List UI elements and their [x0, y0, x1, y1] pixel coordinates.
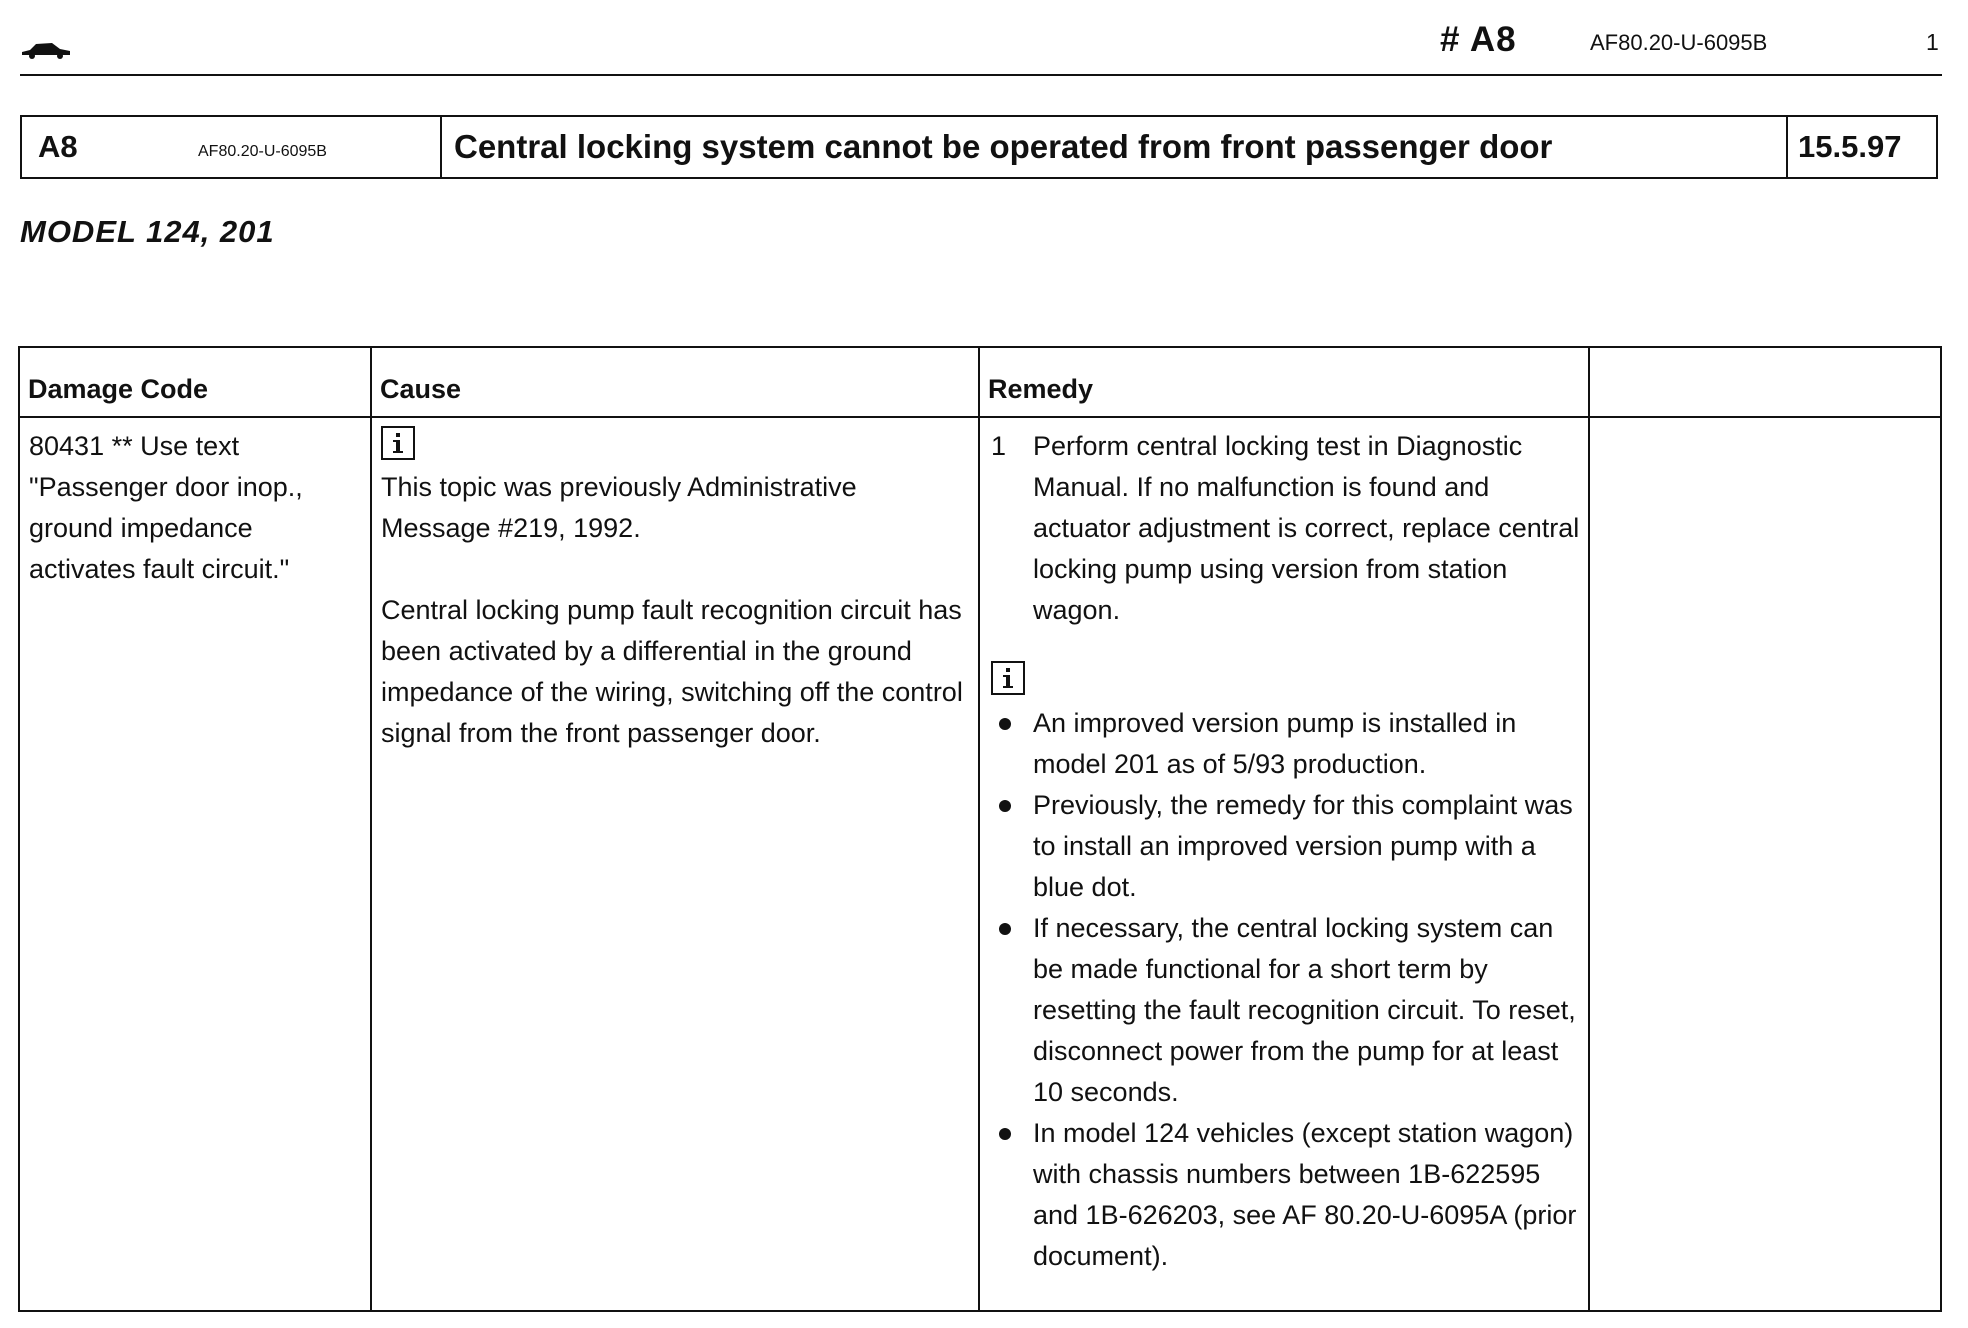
table-row — [19, 417, 1941, 1311]
remedy-bullet — [989, 1113, 1580, 1277]
remedy-bullet — [989, 785, 1580, 908]
title-bar-doc-number: AF80.20-U-6095B — [198, 143, 327, 160]
remedy-bullet — [989, 703, 1580, 785]
damage-code-line: ground impedance — [29, 513, 253, 543]
header-doc-number: AF80.20-U-6095B — [1590, 30, 1768, 55]
damage-table — [18, 346, 1942, 1312]
paragraph-gap — [381, 549, 970, 590]
header-remedy: Remedy — [979, 347, 1589, 417]
remedy-cell — [979, 417, 1589, 1311]
title-bar-date-cell — [1788, 117, 1936, 177]
title-bar-title-cell — [442, 117, 1788, 177]
remedy-bullet-text: Previously, the remedy for this complaint was to install an improved version pump with a blue dot. — [1033, 790, 1573, 902]
model-line: MODEL 124, 201 — [20, 214, 275, 249]
remedy-bullet-text: An improved version pump is installed in model 201 as of 5/93 production. — [1033, 708, 1517, 779]
cause-paragraph: Central locking pump fault recognition circuit has been activated by a differential in the ground impedance of the wiring, switching off the control signal from the front passenger door. — [381, 595, 963, 748]
remedy-bullet — [989, 908, 1580, 1113]
header-divider — [20, 74, 1942, 76]
info-icon — [381, 426, 415, 460]
title-bar — [20, 115, 1938, 179]
damage-code-line: "Passenger door inop., — [29, 472, 303, 502]
page-number: 1 — [1926, 29, 1939, 55]
damage-code-line: activates fault circuit." — [29, 554, 290, 584]
cause-cell — [371, 417, 979, 1311]
remedy-step-text: Perform central locking test in Diagnostic Manual. If no malfunction is found and actuator adjustment is correct, replace central locking pump using version from station wagon. — [1033, 431, 1580, 625]
table-header-row — [19, 347, 1941, 417]
damage-code-line: 80431 ** Use text — [29, 431, 240, 461]
remedy-bullet-text: If necessary, the central locking system can be made functional for a short term by resetting the fault recognition circuit. To reset, disconnect power from the pump for at least 10 seconds. — [1033, 913, 1576, 1107]
bullet-dot-icon — [999, 1128, 1011, 1140]
damage-code-cell — [19, 417, 371, 1311]
document-title: Central locking system cannot be operated from front passenger door — [454, 128, 1553, 165]
title-bar-model-cell — [22, 117, 442, 177]
car-silhouette-icon — [20, 38, 72, 60]
header-extra — [1589, 347, 1941, 417]
title-bar-model: A8 — [38, 129, 78, 164]
bullet-dot-icon — [999, 718, 1011, 730]
remedy-step-number: 1 — [991, 431, 1007, 461]
info-icon — [991, 661, 1025, 695]
remedy-step — [989, 426, 1580, 631]
bullet-dot-icon — [999, 800, 1011, 812]
bullet-dot-icon — [999, 923, 1011, 935]
document-date: 15.5.97 — [1798, 129, 1902, 164]
header-cause: Cause — [371, 347, 979, 417]
remedy-bullet-text: In model 124 vehicles (except station wagon) with chassis numbers between 1B-622595 and 1B-626203, see AF 80.20-U-6095A (prior document). — [1033, 1118, 1577, 1271]
header-model: # A8 — [1440, 20, 1517, 59]
header-damage-code: Damage Code — [19, 347, 371, 417]
cause-paragraph: This topic was previously Administrative Message #219, 1992. — [381, 472, 857, 543]
extra-cell — [1589, 417, 1941, 1311]
